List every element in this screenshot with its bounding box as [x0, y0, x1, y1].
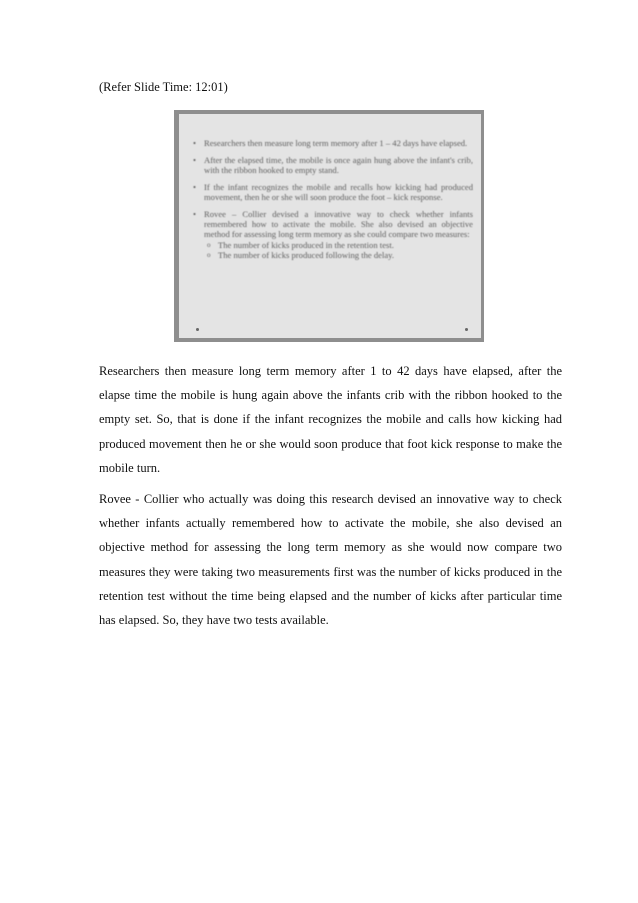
slide-bullet: • If the infant recognizes the mobile and recalls how kicking had produced movement, then he or she will soon produce the foot – kick response. — [193, 182, 473, 202]
slide-bullet: • After the elapsed time, the mobile is once again hung above the infant's crib, with the ribbon hooked to empty stand. — [193, 155, 473, 175]
slide-sub-bullet: o The number of kicks produced in the retention test. — [204, 240, 473, 250]
slide-sub-bullet-list — [204, 240, 473, 260]
slide-sub-bullet: o The number of kicks produced following the delay. — [204, 250, 473, 260]
slide-bullet-with-subitems — [193, 209, 473, 260]
transcript-paragraph: Researchers then measure long term memory after 1 to 42 days have elapsed, after the elapse time the mobile is hung again above the infants crib with the ribbon hooked to the empty set. So, that is done if the infant recognizes the mobile and calls how kicking had produced movement then he or she would soon produce that foot kick response to make the mobile turn. — [99, 364, 562, 475]
slide-bullet-text: Rovee – Collier devised a innovative way to check whether infants remembered how to activate the mobile. She also devised an objective method for assessing long term memory as she could compare two measures: — [204, 209, 473, 239]
slide-bullet: • Researchers then measure long term memory after 1 – 42 days have elapsed. — [193, 138, 473, 148]
slide-bullet-list — [193, 138, 473, 267]
slide-corner-dot-right — [465, 328, 468, 331]
slide-corner-dot-left — [196, 328, 199, 331]
lecture-slide-image — [174, 110, 484, 342]
slide-time-reference: (Refer Slide Time: 12:01) — [99, 80, 228, 94]
transcript-paragraph: Rovee - Collier who actually was doing this research devised an innovative way to check whether infants actually remembered how to activate the mobile, she also devised an objective method for assessing the long term memory as she would now compare two measures they were taking two measurements first was the number of kicks produced in the retention test without the time being elapsed and the number of kicks after particular time has elapsed. So, they have two tests available. — [99, 492, 562, 628]
